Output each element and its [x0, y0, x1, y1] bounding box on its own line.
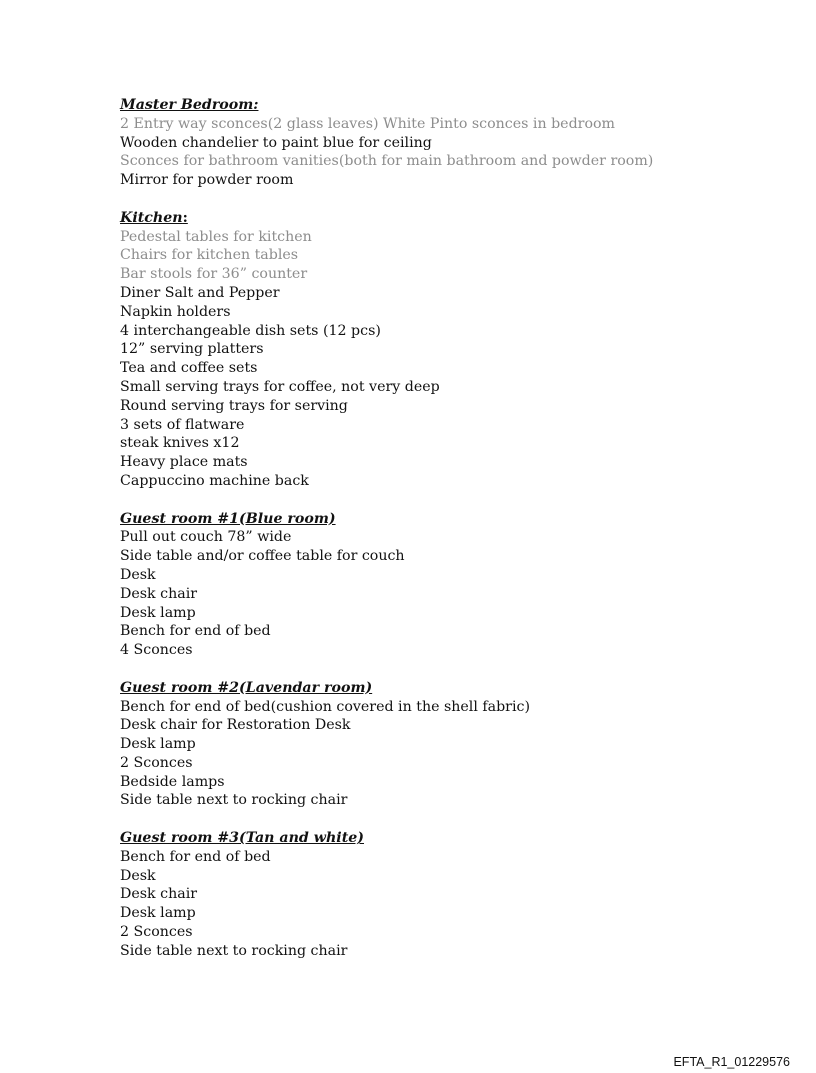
list-item: Bench for end of bed: [120, 848, 271, 865]
list-item: Tea and coffee sets: [120, 360, 258, 377]
section-heading: [120, 829, 720, 848]
list-item: Side table and/or coffee table for couch: [120, 548, 405, 565]
list-item: 2 Sconces: [120, 924, 193, 941]
document-id: EFTA_R1_01229576: [673, 1055, 790, 1069]
list-item: Bench for end of bed(cushion covered in the shell fabric): [120, 698, 530, 715]
section-heading: [120, 679, 720, 698]
list-item: Pedestal tables for kitchen: [120, 228, 312, 245]
section-heading-text: Master Bedroom:: [120, 97, 259, 113]
section-guest-room-2: [120, 679, 720, 811]
section-heading: [120, 510, 720, 529]
list-item: 12” serving platters: [120, 341, 264, 358]
section-heading-text: Guest room #2(Lavendar room): [120, 679, 373, 696]
document-body: [120, 96, 720, 979]
list-item: Mirror for powder room: [120, 172, 294, 189]
list-item: Desk lamp: [120, 736, 196, 753]
list-item: Diner Salt and Pepper: [120, 284, 280, 301]
list-item: Bench for end of bed: [120, 623, 271, 640]
section-guest-room-1: [120, 510, 720, 660]
list-item: Round serving trays for serving: [120, 397, 348, 414]
list-item: Wooden chandelier to paint blue for ceiling: [120, 134, 432, 151]
list-item: 2 Entry way sconces(2 glass leaves) White Pinto sconces in bedroom: [120, 115, 615, 132]
list-item: Desk lamp: [120, 604, 196, 621]
list-item: Desk chair: [120, 886, 198, 903]
list-item: 4 interchangeable dish sets (12 pcs): [120, 322, 381, 339]
list-item: Heavy place mats: [120, 454, 248, 471]
list-item: Desk chair for Restoration Desk: [120, 717, 351, 734]
list-item: Desk: [120, 566, 156, 583]
section-heading-colon: :: [182, 209, 188, 226]
list-item: Cappuccino machine back: [120, 472, 309, 489]
list-item: Pull out couch 78” wide: [120, 529, 292, 546]
list-item: Side table next to rocking chair: [120, 942, 348, 959]
list-item: Desk chair: [120, 585, 198, 602]
list-item: Side table next to rocking chair: [120, 792, 348, 809]
section-heading: [120, 209, 720, 228]
list-item: Sconces for bathroom vanities(both for main bathroom and powder room): [120, 153, 654, 170]
section-heading: [120, 96, 720, 115]
list-item: Bedside lamps: [120, 773, 225, 790]
list-item: 3 sets of flatware: [120, 416, 245, 433]
list-item: Small serving trays for coffee, not very deep: [120, 378, 440, 395]
list-item: steak knives x12: [120, 435, 240, 452]
section-heading-text: Guest room #1(Blue room): [120, 510, 336, 527]
section-master-bedroom: [120, 96, 720, 190]
list-item: Chairs for kitchen tables: [120, 247, 299, 264]
list-item: Napkin holders: [120, 303, 231, 320]
list-item: Bar stools for 36” counter: [120, 266, 308, 283]
list-item: 2 Sconces: [120, 754, 193, 771]
list-item: 4 Sconces: [120, 642, 193, 659]
section-kitchen: [120, 209, 720, 491]
list-item: Desk lamp: [120, 905, 196, 922]
section-heading-text: Kitchen: [120, 209, 183, 226]
list-item: Desk: [120, 867, 156, 884]
section-heading-text: Guest room #3(Tan and white): [120, 830, 364, 847]
section-guest-room-3: [120, 829, 720, 961]
